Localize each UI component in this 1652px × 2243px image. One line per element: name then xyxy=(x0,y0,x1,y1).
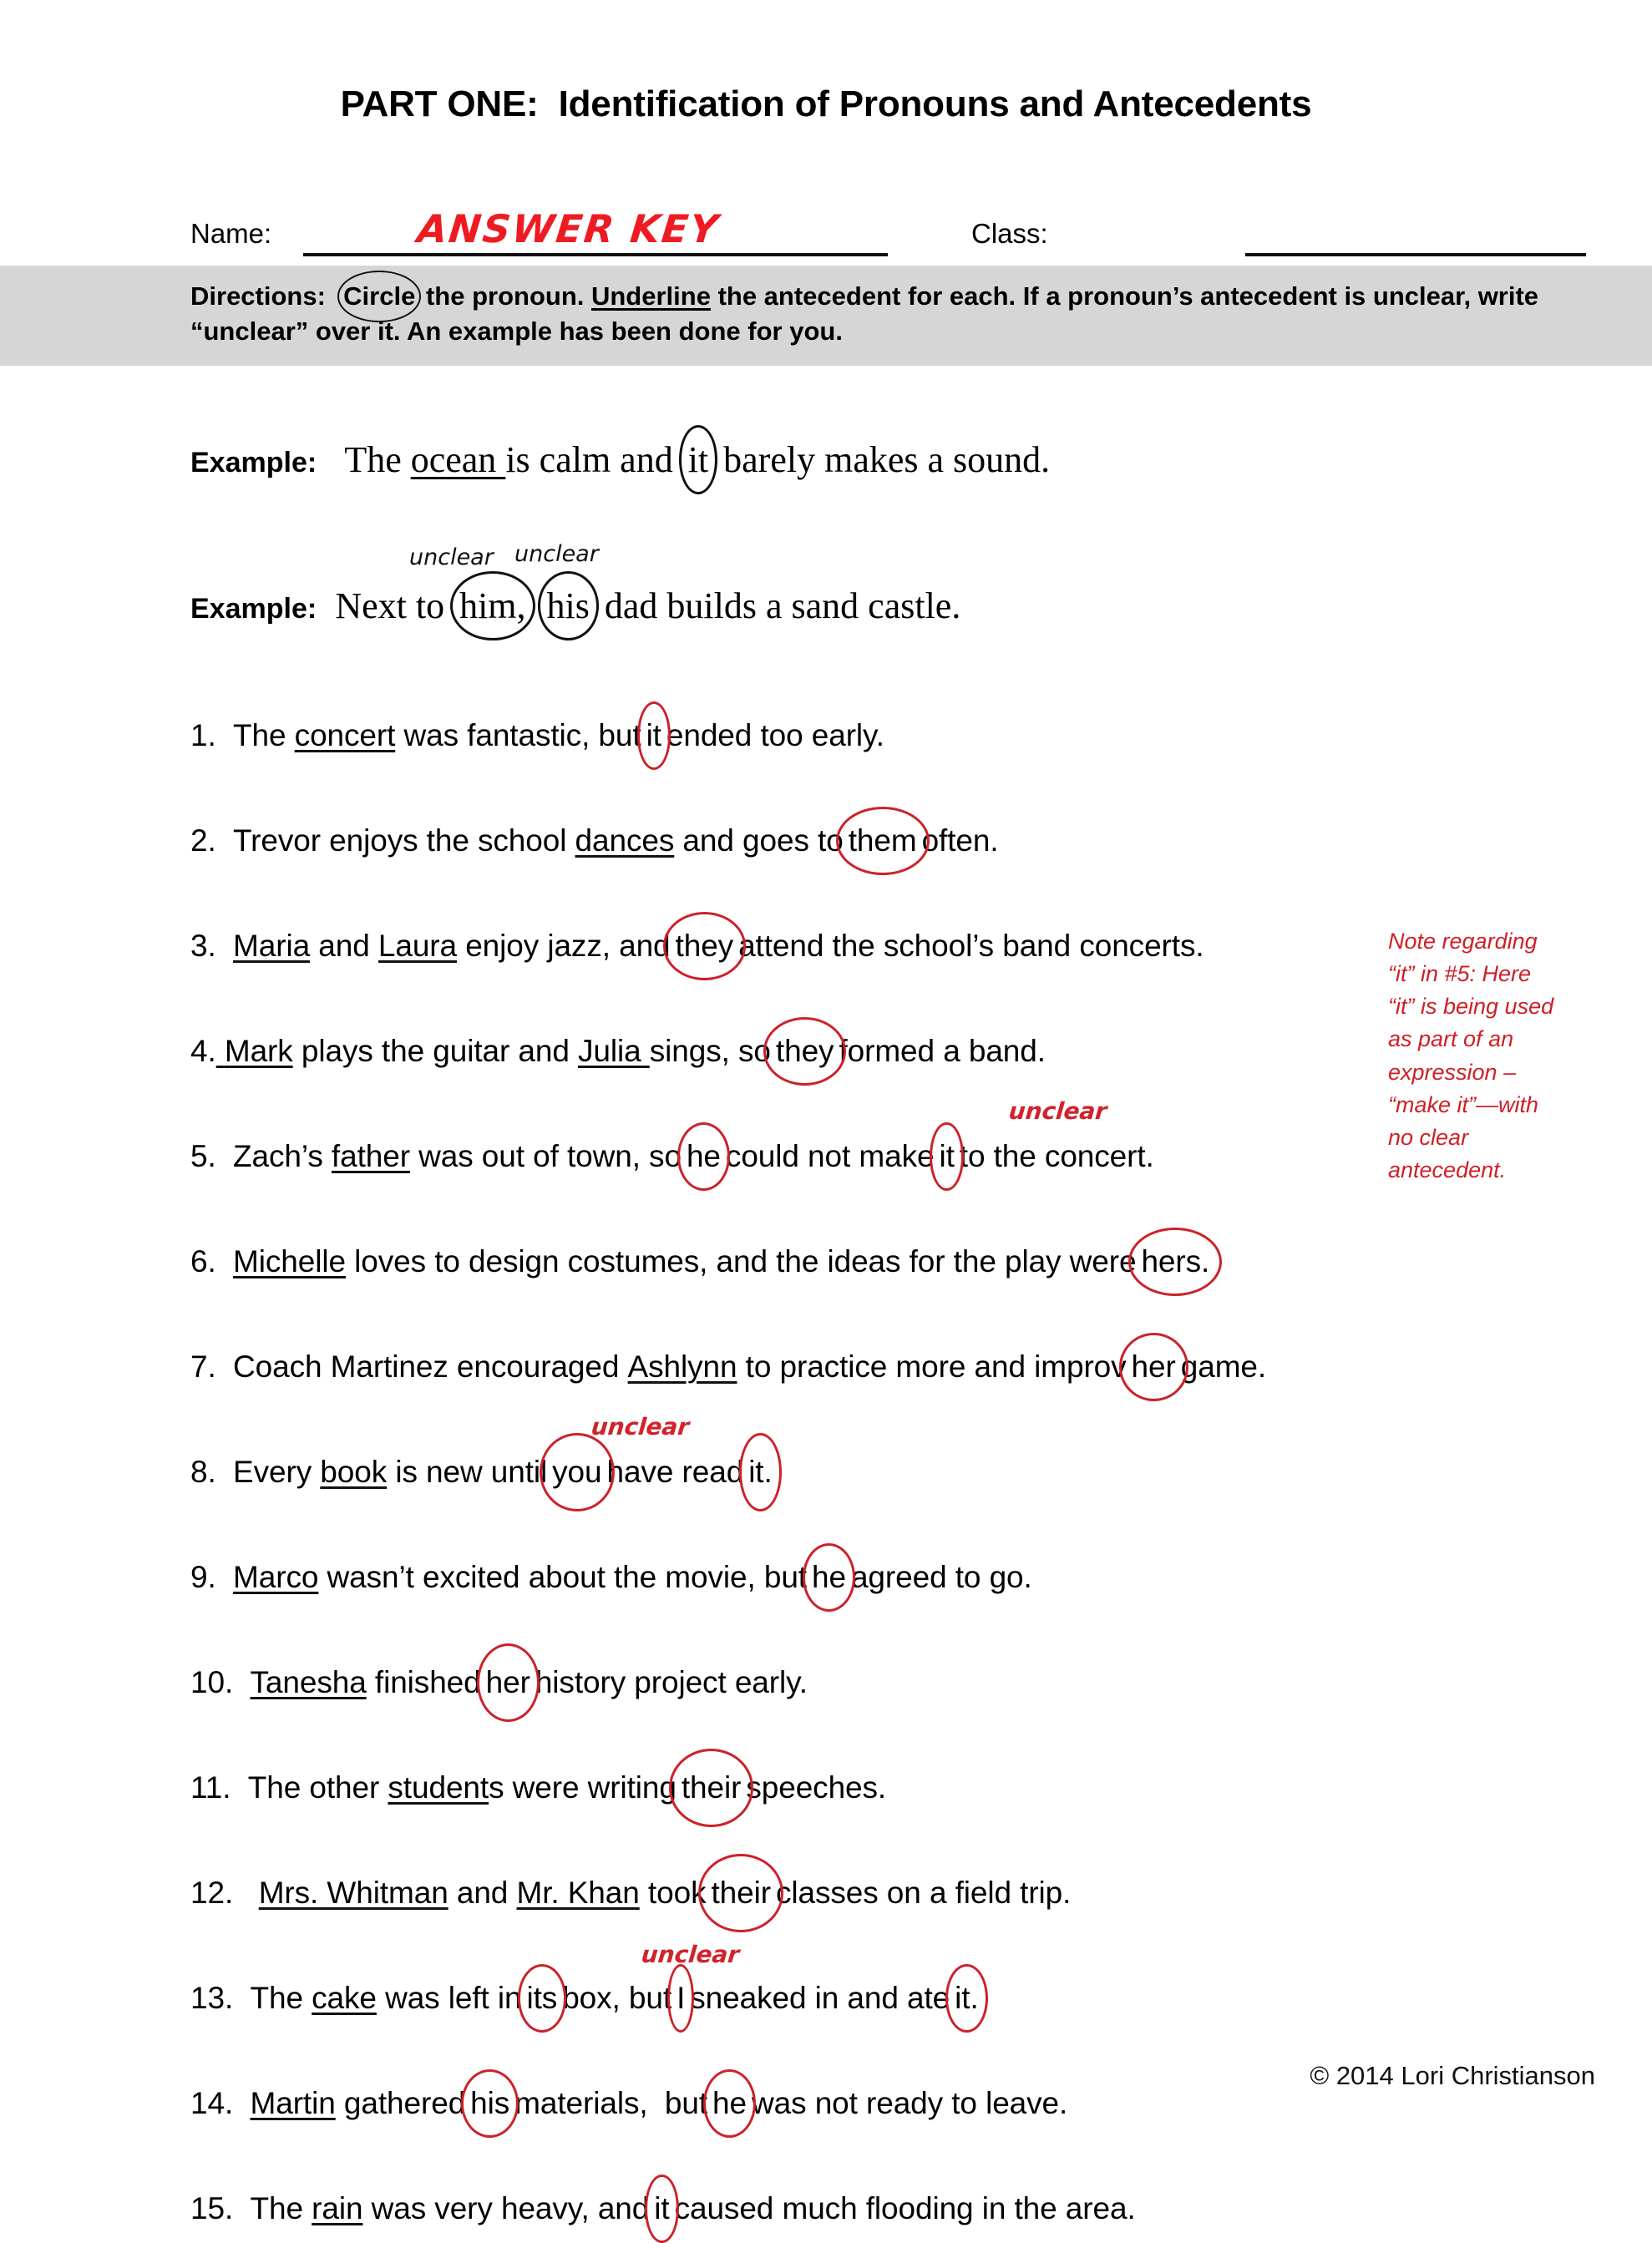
item-12-pronoun: their xyxy=(706,1876,775,1911)
margin-note-line-7: no clear xyxy=(1388,1124,1469,1150)
margin-note xyxy=(1388,925,1597,1187)
worksheet-item-1: 1. The concert was fantastic, but it ended too early. xyxy=(190,718,884,752)
item-3-antecedent-b: Laura xyxy=(378,929,458,963)
item-2-antecedent: dances xyxy=(575,823,675,858)
item-15-antecedent: rain xyxy=(312,2191,363,2225)
example-2-pronoun-circle-his: his xyxy=(541,585,595,627)
example-2-unclear-him: unclear xyxy=(409,544,494,570)
item-9-antecedent: Marco xyxy=(233,1560,319,1594)
item-4-number: 4. xyxy=(190,1034,216,1068)
item-15-number: 15. xyxy=(190,2191,234,2225)
worksheet-item-6: 6. Michelle loves to design costumes, and the ideas for the play were hers. xyxy=(190,1244,1214,1279)
item-7-pronoun: her xyxy=(1127,1349,1181,1385)
example-2-sentence xyxy=(326,585,960,626)
margin-note-line-3: “it” is being used xyxy=(1388,994,1554,1020)
example-1-label: Example: xyxy=(190,447,317,478)
student-info-row xyxy=(190,206,1460,261)
item-4-antecedent-b: Julia xyxy=(577,1034,641,1068)
worksheet-item-3: 3. Maria and Laura enjoy jazz, and they attend the school’s band concerts. xyxy=(190,929,1204,963)
example-2-label: Example: xyxy=(190,593,317,625)
item-12-antecedent-a: Mrs. Whitman xyxy=(258,1876,448,1910)
item-5-pronoun-b: it xyxy=(934,1139,959,1174)
name-input-rule[interactable] xyxy=(303,253,888,256)
margin-note-line-4: as part of an xyxy=(1388,1026,1514,1052)
item-6-pronoun: hers. xyxy=(1136,1244,1214,1279)
directions-band xyxy=(0,266,1652,366)
item-10-number: 10. xyxy=(190,1665,234,1699)
item-10-pronoun: her xyxy=(481,1665,535,1700)
item-15-pronoun: it xyxy=(649,2191,674,2226)
example-2-unclear-his: unclear xyxy=(514,541,599,567)
item-12-number: 12. xyxy=(190,1876,234,1910)
item-3-number: 3. xyxy=(190,929,216,963)
class-input-rule[interactable] xyxy=(1245,253,1586,256)
name-label: Name: xyxy=(190,218,272,249)
class-label: Class: xyxy=(971,218,1048,249)
item-12-antecedent-b: Mr. Khan xyxy=(516,1876,640,1910)
margin-note-line-1: Note regarding xyxy=(1388,929,1538,954)
item-7-number: 7. xyxy=(190,1349,216,1384)
item-13-number: 13. xyxy=(190,1981,234,2015)
example-2-seg-4: dad builds a sand castle. xyxy=(595,585,961,626)
worksheet-item-14: 14. Martin gathered his materials, but he was not ready to leave. xyxy=(190,2086,1068,2120)
item-5-antecedent: father xyxy=(331,1139,410,1173)
example-1-seg-0: The xyxy=(344,439,411,480)
example-1-antecedent: ocean xyxy=(410,439,506,480)
item-9-number: 9. xyxy=(190,1560,216,1594)
example-1-sentence xyxy=(326,439,1050,480)
example-2-seg-0: Next to xyxy=(335,585,454,626)
item-13-pronoun-c: it. xyxy=(950,1981,983,2016)
worksheet-item-8: unclear 8. Every book is new until you have read it. xyxy=(190,1455,778,1490)
item-5-pronoun-a: he xyxy=(682,1139,726,1174)
example-1-seg-2: is calm and xyxy=(505,439,682,480)
item-1-pronoun: it xyxy=(641,718,666,753)
item-8-unclear-annotation: unclear xyxy=(590,1413,691,1440)
directions-label: Directions: xyxy=(190,281,326,311)
item-13-unclear-annotation: unclear xyxy=(640,1941,741,1968)
directions-part1: the pronoun. xyxy=(418,281,591,311)
worksheet-item-5: unclear 5. Zach’s father was out of town, so he could not make it to the concert. xyxy=(190,1097,1154,1173)
item-1-number: 1. xyxy=(190,718,216,752)
example-1-seg-4: barely makes a sound. xyxy=(714,439,1051,480)
worksheet-item-9: 9. Marco wasn’t excited about the movie, but he agreed to go. xyxy=(190,1560,1032,1594)
item-13-pronoun-b: I xyxy=(671,1981,690,2016)
item-3-pronoun: they xyxy=(671,929,739,964)
worksheet-item-12: 12. Mrs. Whitman and Mr. Khan took their classes on a field trip. xyxy=(190,1876,1072,1910)
item-8-antecedent: book xyxy=(320,1455,388,1489)
worksheet-item-7: 7. Coach Martinez encouraged Ashlynn to practice more and improv her game. xyxy=(190,1349,1267,1384)
worksheet-item-11: 11. The other students were writing their speeches. xyxy=(190,1770,887,1805)
worksheet-item-2: 2. Trevor enjoys the school dances and goes to them often. xyxy=(190,823,999,858)
item-8-pronoun-b: it. xyxy=(743,1455,777,1490)
example-2 xyxy=(190,541,961,627)
item-8-number: 8. xyxy=(190,1455,216,1489)
item-11-pronoun: their xyxy=(677,1770,746,1805)
item-14-antecedent: Martin xyxy=(250,2086,336,2120)
worksheet-item-15: 15. The rain was very heavy, and it caused much flooding in the area. xyxy=(190,2191,1136,2225)
item-2-pronoun: them xyxy=(844,823,922,858)
margin-note-line-5: expression – xyxy=(1388,1059,1517,1085)
worksheet-item-10: 10. Tanesha finished her history project early. xyxy=(190,1665,808,1699)
margin-note-line-2: “it” in #5: Here xyxy=(1388,961,1532,987)
margin-note-line-8: antecedent. xyxy=(1388,1157,1507,1182)
item-14-number: 14. xyxy=(190,2086,234,2120)
item-2-number: 2. xyxy=(190,823,216,858)
item-5-number: 5. xyxy=(190,1139,216,1173)
underline-word-demo: Underline xyxy=(590,281,711,311)
item-6-number: 6. xyxy=(190,1244,216,1278)
item-10-antecedent: Tanesha xyxy=(250,1665,367,1699)
name-value-handwritten: ANSWER KEY xyxy=(415,206,722,251)
item-3-antecedent-a: Maria xyxy=(233,929,311,963)
item-6-antecedent: Michelle xyxy=(233,1244,346,1278)
worksheet-item-4: 4. Mark plays the guitar and Julia sings, so they formed a band. xyxy=(190,1034,1046,1068)
item-11-number: 11. xyxy=(190,1770,231,1805)
worksheet-item-13: unclear 13. The cake was left in its box, but I sneaked in and ate it. xyxy=(190,1981,984,2016)
item-13-pronoun-a: its xyxy=(522,1981,563,2016)
example-2-pronoun-circle-him: him, xyxy=(454,585,531,627)
item-1-antecedent: concert xyxy=(294,718,396,752)
example-1 xyxy=(190,438,1050,481)
circle-word-demo: Circle xyxy=(340,279,418,314)
copyright-notice: © 2014 Lori Christianson xyxy=(1310,2061,1595,2090)
item-4-pronoun: they xyxy=(771,1034,839,1069)
item-7-antecedent: Ashlynn xyxy=(627,1349,737,1384)
directions-text xyxy=(190,279,1552,348)
item-5-unclear-annotation: unclear xyxy=(1007,1097,1108,1125)
directions-part2: the antecedent for each. If a pronoun’s antecedent is unclear, write “unclear” over it. An example has been done for you. xyxy=(190,281,1539,346)
item-9-pronoun: he xyxy=(807,1560,851,1595)
example-1-pronoun-circle: it xyxy=(682,438,714,481)
item-14-pronoun-b: he xyxy=(707,2086,752,2121)
item-14-pronoun-a: his xyxy=(465,2086,514,2121)
item-13-antecedent: cake xyxy=(312,1981,377,2015)
page-title: PART ONE: Identification of Pronouns and Antecedents xyxy=(340,84,1312,124)
margin-note-line-6: “make it”—with xyxy=(1388,1091,1539,1117)
item-8-pronoun-a: you xyxy=(547,1455,606,1490)
item-4-antecedent-a: Mark xyxy=(224,1034,293,1068)
item-11-antecedent: student xyxy=(388,1770,489,1805)
